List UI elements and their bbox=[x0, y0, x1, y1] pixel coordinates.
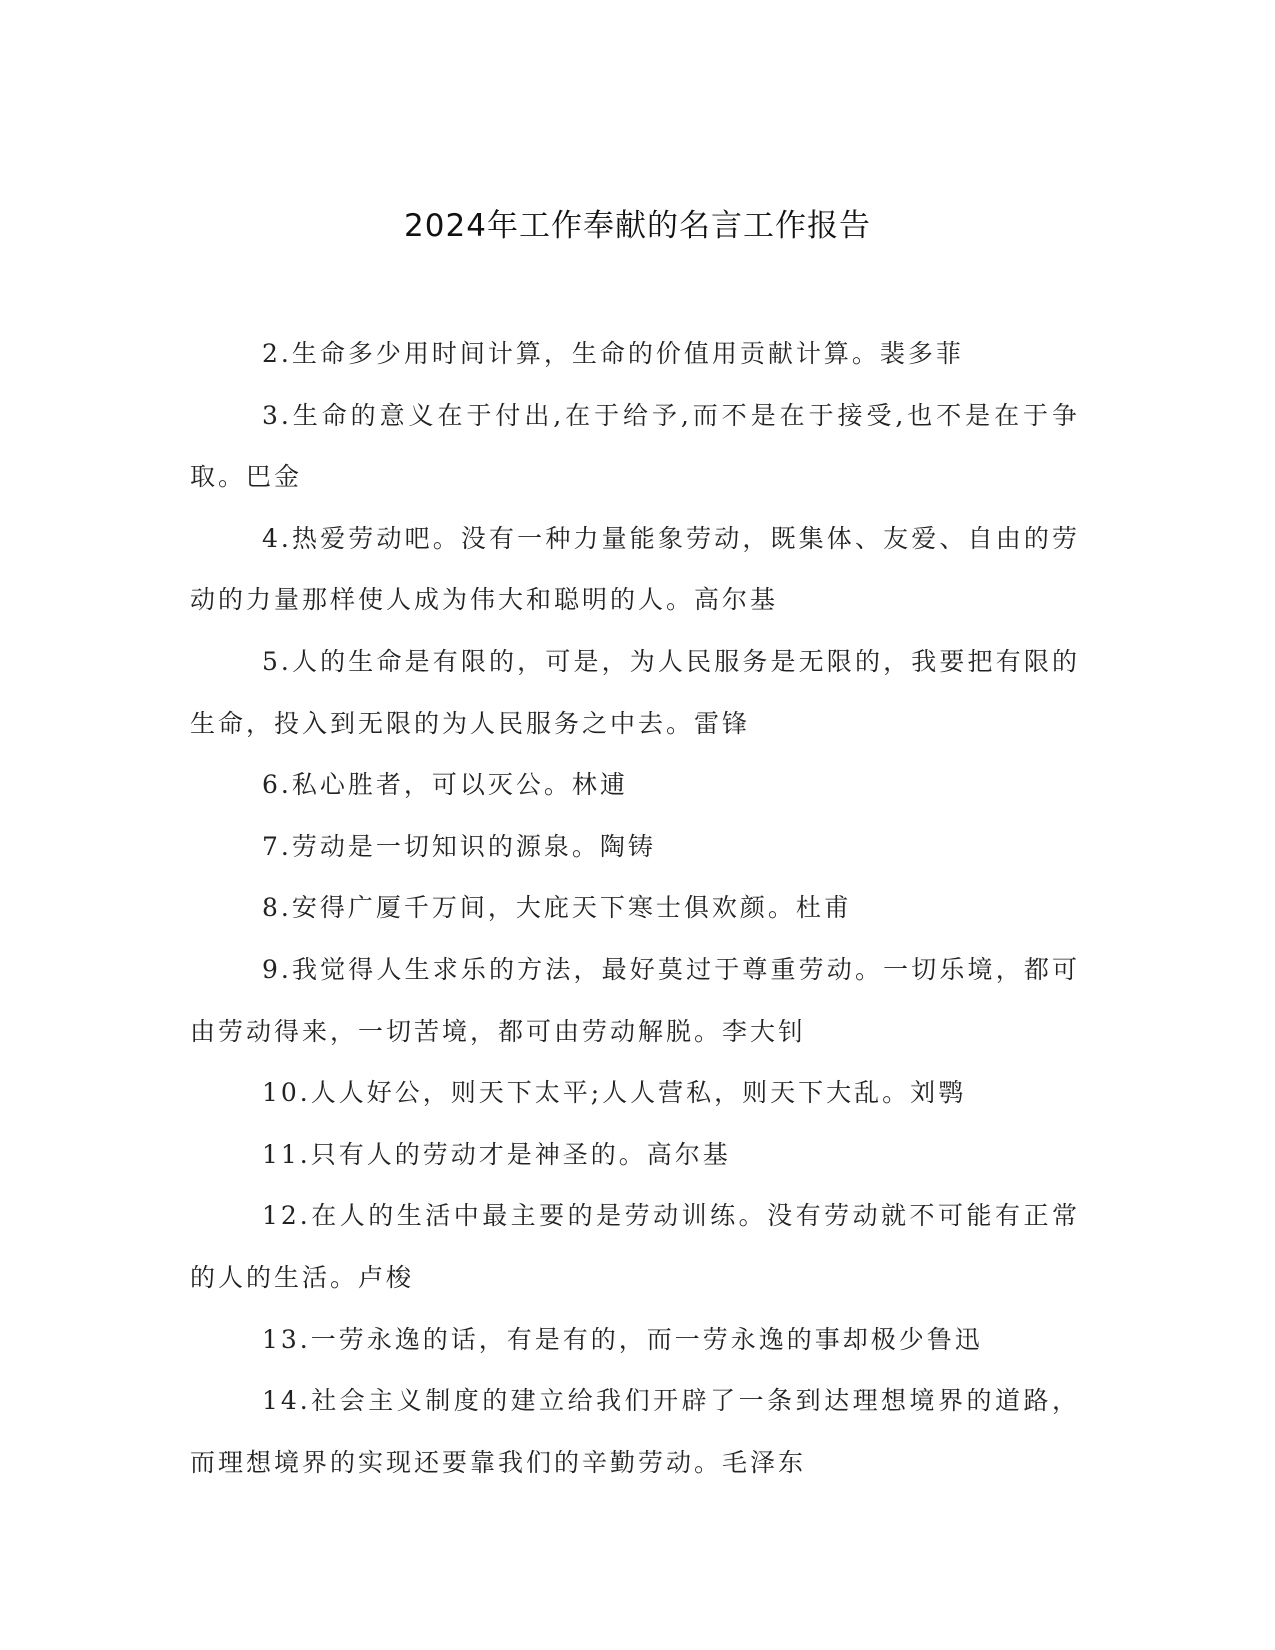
quote-paragraph: 12.在人的生活中最主要的是劳动训练。没有劳动就不可能有正常的人的生活。卢梭 bbox=[190, 1201, 1080, 1292]
quote-paragraph: 10.人人好公，则天下太平;人人营私，则天下大乱。刘鹗 bbox=[262, 1078, 967, 1108]
quote-paragraph: 3.生命的意义在于付出,在于给予,而不是在于接受,也不是在于争取。巴金 bbox=[190, 400, 1080, 492]
quote-paragraph: 9.我觉得人生求乐的方法，最好莫过于尊重劳动。一切乐境，都可由劳动得来，一切苦境，都可由劳动解脱。李大钊 bbox=[190, 954, 1080, 1046]
quote-paragraph: 13.一劳永逸的话，有是有的，而一劳永逸的事却极少鲁迅 bbox=[262, 1324, 983, 1354]
document-title: 2024年工作奉献的名言工作报告 bbox=[404, 208, 871, 244]
quote-paragraph: 6.私心胜者，可以灭公。林逋 bbox=[262, 770, 628, 800]
quote-paragraph: 5.人的生命是有限的，可是，为人民服务是无限的，我要把有限的生命，投入到无限的为人民服务之中去。雷锋 bbox=[190, 646, 1080, 738]
quote-paragraph: 2.生命多少用时间计算，生命的价值用贡献计算。裴多菲 bbox=[262, 339, 964, 368]
quote-paragraph: 8.安得广厦千万间，大庇天下寒士俱欢颜。杜甫 bbox=[262, 893, 852, 923]
quote-paragraph: 11.只有人的劳动才是神圣的。高尔基 bbox=[262, 1139, 731, 1169]
quote-paragraph: 14.社会主义制度的建立给我们开辟了一条到达理想境界的道路，而理想境界的实现还要靠我们的辛勤劳动。毛泽东 bbox=[190, 1386, 1080, 1477]
quote-paragraph: 7.劳动是一切知识的源泉。陶铸 bbox=[262, 831, 656, 861]
quote-paragraph: 4.热爱劳动吧。没有一种力量能象劳动，既集体、友爱、自由的劳动的力量那样使人成为伟大和聪明的人。高尔基 bbox=[190, 523, 1080, 615]
document-body bbox=[190, 323, 1080, 1493]
